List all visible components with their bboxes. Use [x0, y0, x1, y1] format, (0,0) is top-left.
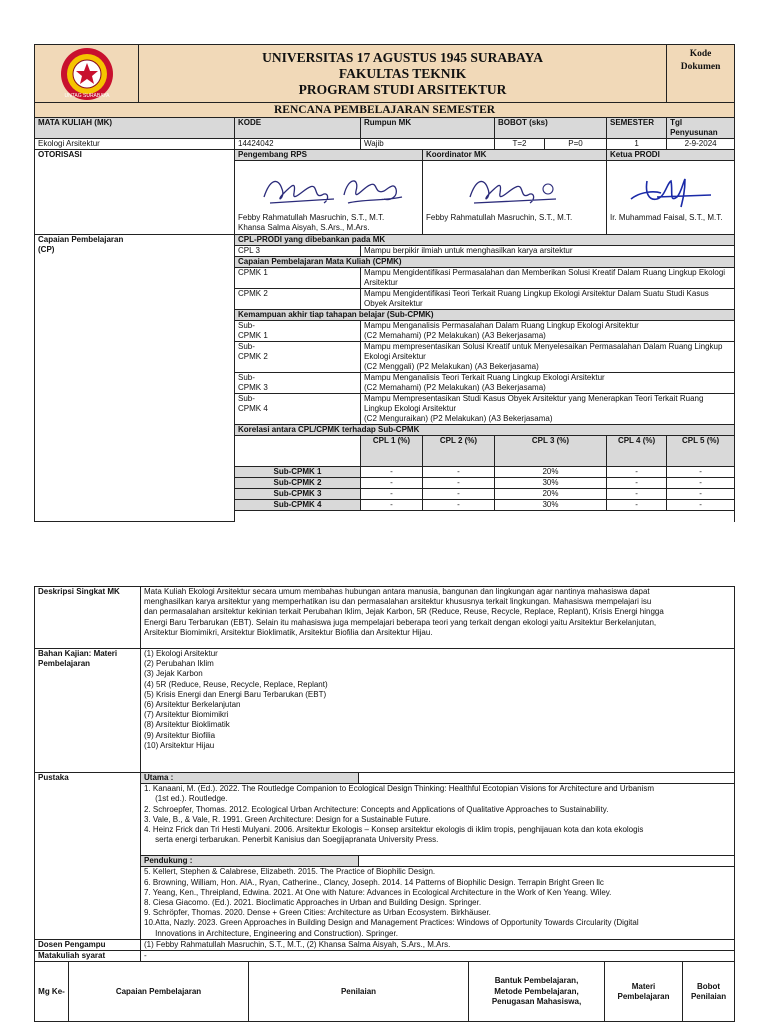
cpl-header: CPL-PRODI yang dibebankan pada MK — [235, 235, 735, 246]
course-name: Ekologi Arsitektur — [35, 139, 235, 150]
sub-cpmk-header: Kemampuan akhir tiap tahapan belajar (Sub-CPMK) — [235, 310, 735, 321]
list-item: (9) Arsitektur Biofilia — [144, 730, 216, 740]
program-name: PROGRAM STUDI ARSITEKTUR — [298, 81, 507, 97]
ketua-name: Ir. Muhammad Faisal, S.T., M.T. — [610, 213, 723, 222]
list-item: 9. Schröpfer, Thomas. 2020. Dense + Green Cities: Architecture as Urban Ecosystem. Birkhäuser. — [144, 908, 491, 918]
list-item: 8. Ciesa Giacomo. (Ed.). 2021. Bioclimatic Approaches in Urban and Building Design. Springer. — [144, 898, 482, 908]
table-row: Sub-CPMK 4 - - 30% - - — [35, 500, 735, 511]
cpl-text: Mampu berpikir ilmiah untuk menghasilkan karya arsitektur — [361, 246, 735, 257]
cpmk-code: CPMK 1 — [235, 268, 361, 289]
dosen-value: (1) Febby Rahmatullah Masruchin, S.T., M.T., (2) Khansa Salma Aisyah, S.Ars., M.Ars. — [141, 939, 735, 950]
course-theory: T=2 — [495, 139, 545, 150]
university-name: UNIVERSITAS 17 AGUSTUS 1945 SURABAYA — [262, 49, 543, 65]
sub-cpmk-text: Mampu Menganalisis Permasalahan Dalam Ruang Lingkup Ekologi Arsitektur (C2 Memahami) (P2 Melakukan) (A3 Bekerjasama) — [361, 321, 735, 342]
list-item: (2) Perubahan Iklim — [144, 659, 214, 669]
list-item: (8) Arsitektur Bioklimatik — [144, 720, 230, 730]
sub-cpmk-code: Sub- CPMK 1 — [235, 321, 361, 342]
koordinator-label: Koordinator MK — [423, 150, 607, 161]
otorisasi-label: OTORISASI — [35, 150, 235, 235]
list-item: (3) Jejak Karbon — [144, 669, 203, 679]
cpmk-text: Mampu Mengidentifikasi Permasalahan dan Memberikan Solusi Kreatif Dalam Ruang Lingkup Ekologi Arsitektur — [361, 268, 735, 289]
pengembang-label: Pengembang RPS — [235, 150, 423, 161]
koordinator-name: Febby Rahmatullah Masruchin, S.T., M.T. — [426, 213, 573, 222]
bahan-kajian-list — [141, 649, 735, 773]
korelasi-corner — [235, 436, 361, 467]
list-item: 5. Kellert, Stephen & Calabrese, Elizabeth. 2015. The Practice of Biophilic Design. — [144, 867, 436, 877]
korelasi-header: Korelasi antara CPL/CPMK terhadap Sub-CPMK — [235, 425, 735, 436]
bahan-kajian-label: Bahan Kajian: Materi Pembelajaran — [35, 649, 141, 773]
cp-label: Capaian Pembelajaran (CP) — [35, 235, 235, 522]
plan-col-materi: Materi Pembelajaran — [605, 962, 683, 1022]
label-kode: KODE — [235, 118, 361, 139]
rps-header-table — [34, 44, 735, 522]
sub-cpmk-text: Mampu Menganalisis Teori Terkait Ruang Lingkup Ekologi Arsitektur (C2 Memahami) (P2 Melakukan) (A3 Bekerjasama) — [361, 373, 735, 394]
list-item: 4. Heinz Frick dan Tri Hesti Mulyani. 2006. Arsitektur Ekologis – Konsep arsitektur ekologis di iklim tropis, penghijauan kota dan kota ekologis — [144, 825, 644, 835]
plan-col-bantuk: Bantuk Pembelajaran, Metode Pembelajaran, Penugasan Mahasiswa, — [469, 962, 605, 1022]
cpmk-code: CPMK 2 — [235, 289, 361, 310]
korelasi-col: CPL 1 (%) — [361, 436, 423, 467]
list-item: (5) Krisis Energi dan Energi Baru Terbarukan (EBT) — [144, 689, 327, 699]
course-date: 2-9-2024 — [667, 139, 735, 150]
institution-title — [139, 45, 667, 103]
cpmk-text: Mampu Mengidentifikasi Teori Terkait Ruang Lingkup Ekologi Arsitektur Dalam Suatu Studi Kasus Obyek Arsitektur — [361, 289, 735, 310]
plan-col-mg: Mg Ke- — [35, 962, 69, 1022]
sub-cpmk-code: Sub- CPMK 3 — [235, 373, 361, 394]
table-row: Sub-CPMK 1 - - 20% - - — [35, 467, 735, 478]
label-semester: SEMESTER — [607, 118, 667, 139]
pendukung-label: Pendukung : — [141, 856, 359, 867]
deskripsi-text: Mata Kuliah Ekologi Arsitektur secara umum membahas hubungan antara manusia, bangunan dan lingkungan agar nantinya mahasiswa dapat menghasilkan karya arsitektur yang memperhatikan isu dan permasalahan arsitektur khususnya terkait lingkungan. Mahasiswa mempelajari isu dan permasalahan arsitektur kekinian terkait Perubahan Iklim, Jejak Karbon, 5R (Reduce, Reuse, Recycle, Replace, Replant), Krisis Energi hingga Energi Baru Terbarukan (EBT). Selain itu mahasiswa juga mempelajari beberapa teori yang terkait dengan ekologi yaitu Arsitektur Berkelanjutan, Arsitektur Biomimikri, Arsitektur Bioklimatik, Arsitektur Biofilia dan Arsitektur Hijau. — [141, 587, 735, 649]
signature-ketua-icon — [611, 169, 731, 213]
pengembang-cell — [235, 161, 423, 235]
list-item: 6. Browning, William, Hon. AIA., Ryan, Catherine., Clancy, Joseph. 2014. 14 Patterns of Biophilic Design. Terrapin Bright Green llc — [144, 877, 604, 887]
korelasi-col: CPL 2 (%) — [423, 436, 495, 467]
table-row: Sub-CPMK 3 - - 20% - - — [35, 489, 735, 500]
list-item: (7) Arsitektur Biomimikri — [144, 710, 229, 720]
list-item: 2. Schroepfer, Thomas. 2012. Ecological Urban Architecture: Concepts and Applications of Qualitative Approaches to Sustainability. — [144, 804, 609, 814]
syarat-value: - — [141, 951, 735, 962]
pengembang-name-2: Khansa Salma Aisyah, S.Ars., M.Ars. — [238, 223, 370, 232]
korelasi-col: CPL 4 (%) — [607, 436, 667, 467]
list-item: 7. Yeang, Ken., Threipland, Edwina. 2021. At One with Nature: Advances in Ecological Architecture in the Work of Ken Yeang. Wiley. — [144, 887, 612, 897]
list-item: (10) Arsitektur Hijau — [144, 740, 215, 750]
label-rumpun: Rumpun MK — [361, 118, 495, 139]
pengembang-name-1: Febby Rahmatullah Masruchin, S.T., M.T. — [238, 213, 385, 222]
ketua-label: Ketua PRODI — [607, 150, 735, 161]
utama-label: Utama : — [141, 773, 359, 784]
rps-detail-table — [34, 586, 735, 1022]
dosen-label: Dosen Pengampu — [35, 939, 141, 950]
pustaka-label: Pustaka — [35, 773, 141, 940]
ketua-cell — [607, 161, 735, 235]
list-item: 3. Vale, B., & Vale, R. 1991. Green Architecture: Design for a Sustainable Future. — [144, 814, 431, 824]
plan-col-bobot: Bobot Penilaian — [683, 962, 735, 1022]
list-item: 1. Kanaani, M. (Ed.). 2022. The Routledge Companion to Ecological Design Thinking: Healthful Ecotopian Visions for Architecture and Urbanism — [144, 784, 655, 794]
label-mata-kuliah: MATA KULIAH (MK) — [35, 118, 235, 139]
sub-cpmk-code: Sub- CPMK 4 — [235, 394, 361, 425]
label-bobot: BOBOT (sks) — [495, 118, 607, 139]
cpmk-header: Capaian Pembelajaran Mata Kuliah (CPMK) — [235, 257, 735, 268]
sub-cpmk-code: Sub- CPMK 2 — [235, 342, 361, 373]
university-logo-icon — [60, 47, 114, 101]
doc-code-cell: Kode Dokumen — [667, 45, 735, 103]
list-item: (4) 5R (Reduce, Reuse, Recycle, Replace, Replant) — [144, 679, 328, 689]
list-item: 10.Atta, Nazly. 2023. Green Approaches in Building Design and Management Practices: Windows of Opportunity Towards Circularity (Digital — [144, 918, 639, 928]
course-practice: P=0 — [545, 139, 607, 150]
syarat-label: Matakuliah syarat — [35, 951, 141, 962]
cpl-code: CPL 3 — [235, 246, 361, 257]
sub-cpmk-text: Mampu Mempresentasikan Studi Kasus Obyek Arsitektur yang Menerapkan Teori Terkait Ruang Lingkup Ekologi Arsitektur (C2 Menguraikan) (P2 Melakukan) (A3 Bekerjasama) — [361, 394, 735, 425]
plan-col-capaian: Capaian Pembelajaran — [69, 962, 249, 1022]
utama-list: 1. Kanaani, M. (Ed.). 2022. The Routledge Companion to Ecological Design Thinking: Healthful Ecotopian Visions for Architecture and Urbanism (1st ed.). Routledge. 2. Schroepfer, Thomas. 2012. Ecological Urban Architecture: Concepts and Applications of Qualitative Approaches to Sustainability. 3. Vale, B., & Vale, R. 1991. Green Architecture: Design for a Sustainable Future. 4. Heinz Frick dan Tri Hesti Mulyani. 2006. Arsitektur Ekologis – Konsep arsitektur ekologis di iklim tropis, penghijauan kota dan kota ekologis serta energi terbarukan. Penerbit Kanisius dan Soegijapranata University Press. — [141, 784, 735, 856]
signature-koordinator-icon — [440, 169, 590, 213]
sub-cpmk-text: Mampu mempresentasikan Solusi Kreatif untuk Menyelesaikan Permasalahan Dalam Ruang Lingkup Ekologi Arsitektur (C2 Menggali) (P2 Melakukan) (A3 Bekerjasama) — [361, 342, 735, 373]
course-rumpun: Wajib — [361, 139, 495, 150]
course-semester: 1 — [607, 139, 667, 150]
course-code: 14424042 — [235, 139, 361, 150]
table-row: Sub-CPMK 2 - - 30% - - — [35, 478, 735, 489]
svg-text:UNTAG SURABAYA: UNTAG SURABAYA — [63, 92, 110, 99]
korelasi-col: CPL 3 (%) — [495, 436, 607, 467]
pendukung-list: 5. Kellert, Stephen & Calabrese, Elizabeth. 2015. The Practice of Biophilic Design. 6. Browning, William, Hon. AIA., Ryan, Catherine., Clancy, Joseph. 2014. 14 Patterns of Biophilic Design. Terrapin Bright Green llc 7. Yeang, Ken., Threipland, Edwina. 2021. At One with Nature: Advances in Ecological Architecture in the Work of Ken Yeang. Wiley. 8. Ciesa Giacomo. (Ed.). 2021. Bioclimatic Approaches in Urban and Building Design. Springer. 9. Schröpfer, Thomas. 2020. Dense + Green Cities: Architecture as Urban Ecosystem. Birkhäuser. 10.Atta, Nazly. 2023. Green Approaches in Building Design and Management Practices: Windows of Opportunity Towards Circularity (Digital Innovations in Architecture, Engineering and Construction). Springer. — [141, 867, 735, 939]
list-item: (1) Ekologi Arsitektur — [144, 649, 218, 658]
logo-cell — [35, 45, 139, 103]
list-item: (6) Arsitektur Berkelanjutan — [144, 700, 241, 710]
signature-pengembang-icon — [244, 169, 414, 213]
rps-title: RENCANA PEMBELAJARAN SEMESTER — [35, 103, 735, 118]
label-tgl: Tgl Penyusunan — [667, 118, 735, 139]
plan-col-penilaian: Penilaian — [249, 962, 469, 1022]
korelasi-col: CPL 5 (%) — [667, 436, 735, 467]
deskripsi-label: Deskripsi Singkat MK — [35, 587, 141, 649]
faculty-name: FAKULTAS TEKNIK — [338, 65, 467, 81]
koordinator-cell — [423, 161, 607, 235]
